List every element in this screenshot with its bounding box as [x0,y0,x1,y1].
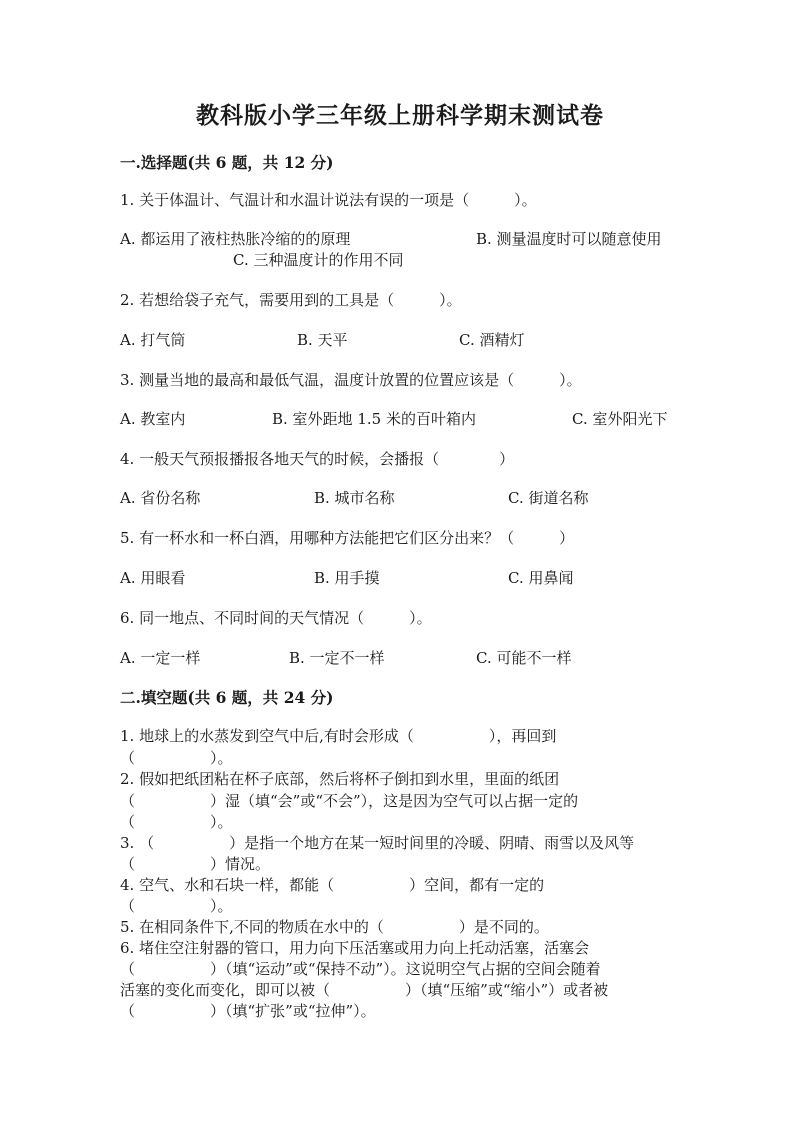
question-stem: 6. 同一地点、不同时间的天气情况（ ）。 [120,609,432,627]
option-b: B. 一定不一样 [289,649,385,667]
page-title: 教科版小学三年级上册科学期末测试卷 [196,102,604,129]
fill-line: （ ）（填“运动”或“保持不动”）。这说明空气占据的空间会随着 [120,960,601,978]
question-stem: 5. 有一杯水和一杯白酒，用哪种方法能把它们区分出来？（ ） [120,529,575,547]
question-stem: 3. 测量当地的最高和最低气温，温度计放置的位置应该是（ ）。 [120,371,582,389]
option-c: C. 酒精灯 [459,331,525,349]
fill-line: （ ）情况。 [120,855,271,873]
option-b: B. 用手摸 [314,569,380,587]
fill-line: 6. 堵住空注射器的管口，用力向下压活塞或用力向上托动活塞，活塞会 [120,939,590,957]
fill-line: （ ）。 [120,897,233,915]
fill-line: 4. 空气、水和石块一样，都能（ ）空间，都有一定的 [120,876,545,894]
fill-line: （ ）。 [120,749,233,767]
option-c: C. 用鼻闻 [508,569,574,587]
fill-line: 2. 假如把纸团粘在杯子底部，然后将杯子倒扣到水里，里面的纸团 [120,770,560,788]
section-heading-fill: 二.填空题(共 6 题，共 24 分) [120,688,334,707]
option-c: C. 可能不一样 [476,649,572,667]
fill-line: 5. 在相同条件下,不同的物质在水中的（ ）是不同的。 [120,918,549,936]
option-a: A. 都运用了液柱热胀冷缩的的原理 [120,230,351,248]
option-a: A. 省份名称 [120,489,201,507]
fill-line: （ ）湿（填“会”或“不会”），这是因为空气可以占据一定的 [120,792,579,810]
option-b: B. 城市名称 [314,489,395,507]
option-a: A. 教室内 [120,410,186,428]
fill-line: 1. 地球上的水蒸发到空气中后,有时会形成（ ），再回到 [120,727,557,745]
option-c: C. 室外阳光下 [572,410,668,428]
fill-line: 活塞的变化而变化，即可以被（ ）（填“压缩”或“缩小”）或者被 [120,981,609,999]
option-a: A. 用眼看 [120,569,186,587]
question-stem: 4. 一般天气预报播报各地天气的时候，会播报（ ） [120,450,515,468]
fill-line: （ ）。 [120,813,233,831]
question-stem: 1. 关于体温计、气温计和水温计说法有误的一项是（ ）。 [120,191,537,209]
section-heading-choice: 一.选择题(共 6 题，共 12 分) [120,153,334,172]
fill-line: 3. （ ）是指一个地方在某一短时间里的冷暖、阴晴、雨雪以及风等 [120,834,635,852]
option-b: B. 天平 [297,331,348,349]
option-c: C. 街道名称 [508,489,589,507]
option-a: A. 一定一样 [120,649,201,667]
question-stem: 2. 若想给袋子充气，需要用到的工具是（ ）。 [120,291,462,309]
fill-line: （ ）（填“扩张”或“拉伸”）。 [120,1002,376,1020]
option-a: A. 打气筒 [120,331,186,349]
option-b: B. 测量温度时可以随意使用 [476,230,662,248]
option-b: B. 室外距地 1.5 米的百叶箱内 [272,410,476,428]
option-c: C. 三种温度计的作用不同 [233,251,404,269]
